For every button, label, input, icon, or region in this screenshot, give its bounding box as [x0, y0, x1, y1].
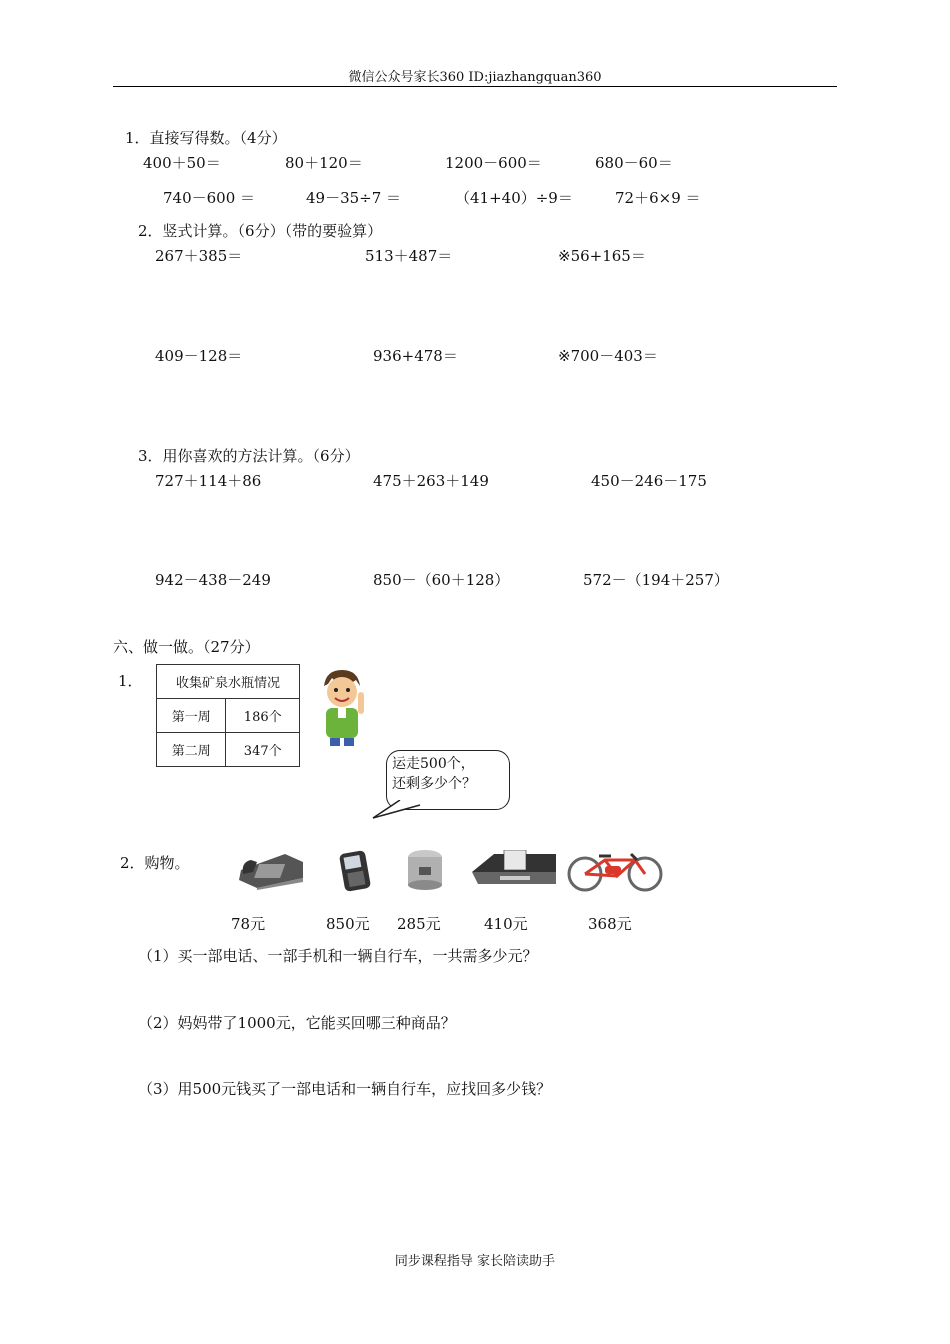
bubble-line: 运走500个， [392, 756, 475, 772]
table-cell-count: 186个 [226, 699, 300, 733]
problem-item: 409－128＝ [155, 347, 243, 365]
question-number: 1． [118, 672, 143, 690]
price-label: 285元 [397, 915, 441, 933]
problem-item: 513＋487＝ [365, 247, 453, 265]
shopping-question: （2）妈妈带了1000元，它能买回哪三种商品？ [138, 1014, 456, 1032]
price-label: 78元 [231, 915, 266, 933]
bicycle-icon [565, 852, 665, 892]
speech-bubble-text [392, 754, 476, 794]
problem-item: 72＋6×9 ＝ [615, 189, 701, 207]
problem-item: 680－60＝ [595, 154, 673, 172]
section3-title: 3．用你喜欢的方法计算。（6分） [138, 447, 360, 465]
mobile-phone-icon [336, 850, 376, 892]
problem-item: （41+40）÷9＝ [455, 189, 573, 207]
boy-illustration-icon [314, 666, 370, 746]
problem-item: 1200－600＝ [445, 154, 542, 172]
table-cell-count: 347个 [226, 733, 300, 767]
page-footer: 同步课程指导 家长陪读助手 [394, 1254, 556, 1269]
table-title: 收集矿泉水瓶情况 [157, 665, 300, 699]
range-hood-icon [470, 850, 558, 890]
telephone-icon [235, 848, 307, 890]
section1-title: 1．直接写得数。（4分） [125, 129, 287, 147]
rice-cooker-icon [405, 847, 445, 891]
problem-item: 450－246－175 [591, 472, 707, 490]
problem-item: 49－35÷7 ＝ [306, 189, 402, 207]
problem-item: ※700－403＝ [558, 347, 658, 365]
problem-item: 727＋114＋86 [155, 472, 262, 490]
table-cell-week: 第一周 [157, 699, 226, 733]
problem-item: 850－（60＋128） [373, 571, 510, 589]
problem-item: 267＋385＝ [155, 247, 243, 265]
problem-item: 740－600 ＝ [163, 189, 256, 207]
section2-title: 2．竖式计算。（6分）（带的要验算） [138, 222, 383, 240]
problem-item: 942－438－249 [155, 571, 271, 589]
header-divider [113, 86, 837, 87]
shopping-question: （1）买一部电话、一部手机和一辆自行车，一共需多少元？ [138, 947, 538, 965]
shopping-question: （3）用500元钱买了一部电话和一辆自行车，应找回多少钱？ [138, 1080, 552, 1098]
price-label: 410元 [484, 915, 528, 933]
problem-item: ※56+165＝ [558, 247, 646, 265]
problem-item: 572－（194＋257） [583, 571, 729, 589]
q2-title: 2．购物。 [120, 854, 190, 872]
speech-bubble-tail [370, 800, 430, 822]
bubble-line: 还剩多少个？ [392, 776, 476, 792]
page-header: 微信公众号家长360 ID:jiazhangquan360 [348, 70, 602, 85]
problem-item: 936+478＝ [373, 347, 458, 365]
price-label: 368元 [588, 915, 632, 933]
problem-item: 400＋50＝ [143, 154, 221, 172]
part6-title: 六、做一做。（27分） [113, 638, 260, 656]
price-label: 850元 [326, 915, 370, 933]
problem-item: 475＋263＋149 [373, 472, 489, 490]
problem-item: 80＋120＝ [285, 154, 363, 172]
table-cell-week: 第二周 [157, 733, 226, 767]
bottle-stats-table [156, 664, 300, 767]
